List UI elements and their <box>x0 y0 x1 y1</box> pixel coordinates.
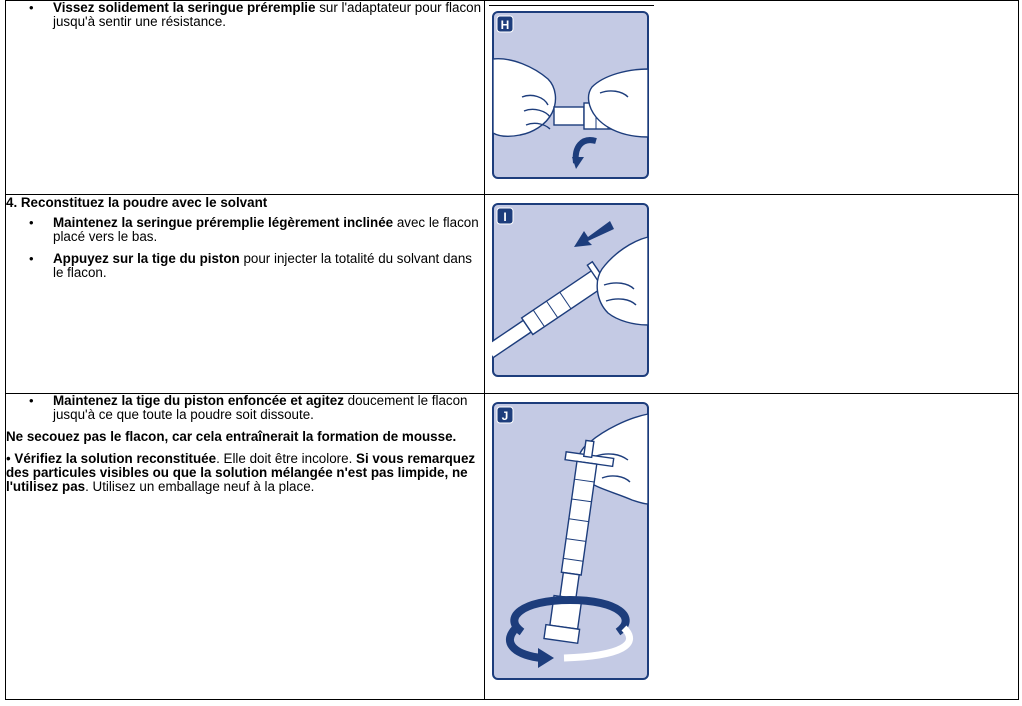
normal-text: avec le flacon placé vers le bas. <box>53 215 479 244</box>
image-cell <box>485 394 1019 700</box>
text-cell <box>6 1 485 195</box>
normal-text: . Elle doit être incolore. <box>216 451 357 466</box>
bold-text: Si vous remarquez des particules visibles ou que la solution mélangée n'est pas limpide, ne l'utilisez pas <box>6 451 476 494</box>
table-row <box>6 195 1019 394</box>
normal-text: doucement le flacon jusqu'à ce que toute la poudre soit dissoute. <box>53 393 468 422</box>
figure-letter: H <box>500 18 510 32</box>
bold-text: Vissez solidement la seringue préremplie <box>53 0 316 15</box>
bullet-prefix: • <box>6 451 15 466</box>
text-cell <box>6 394 485 700</box>
normal-text: . Utilisez un emballage neuf à la place. <box>85 479 315 494</box>
list-item <box>53 252 484 280</box>
figure-i-illustration <box>492 201 650 379</box>
normal-text: sur l'adaptateur pour flacon jusqu'à sentir une résistance. <box>53 0 482 29</box>
bold-text: Vérifiez la solution reconstituée <box>14 451 217 466</box>
list-item <box>53 216 484 244</box>
step-title: 4. Reconstituez la poudre avec le solvant <box>6 195 268 210</box>
table-row <box>6 394 1019 700</box>
bold-text: Appuyez sur la tige du piston <box>53 251 240 266</box>
bullet-list <box>6 1 484 29</box>
list-item <box>53 1 484 29</box>
text-cell <box>6 195 485 394</box>
bold-text: Maintenez la tige du piston enfoncée et agitez <box>53 393 344 408</box>
image-cell <box>485 1 1019 195</box>
instructions-table <box>5 0 1019 700</box>
table-row <box>6 1 1019 195</box>
image-cell <box>485 195 1019 394</box>
figure-letter: I <box>503 210 507 224</box>
bold-text: Ne secouez pas le flacon, car cela entraînerait la formation de mousse. <box>6 429 457 444</box>
bullet-list <box>6 394 484 422</box>
warning-text <box>6 430 484 444</box>
figure-h-illustration <box>492 7 650 181</box>
figure-letter: J <box>501 409 509 423</box>
bullet-list <box>6 216 484 280</box>
list-item <box>53 394 484 422</box>
normal-text: pour injecter la totalité du solvant dans le flacon. <box>53 251 472 280</box>
check-text <box>6 452 484 494</box>
figure-j-illustration <box>492 400 650 682</box>
bold-text: Maintenez la seringue préremplie légèrement inclinée <box>53 215 394 230</box>
